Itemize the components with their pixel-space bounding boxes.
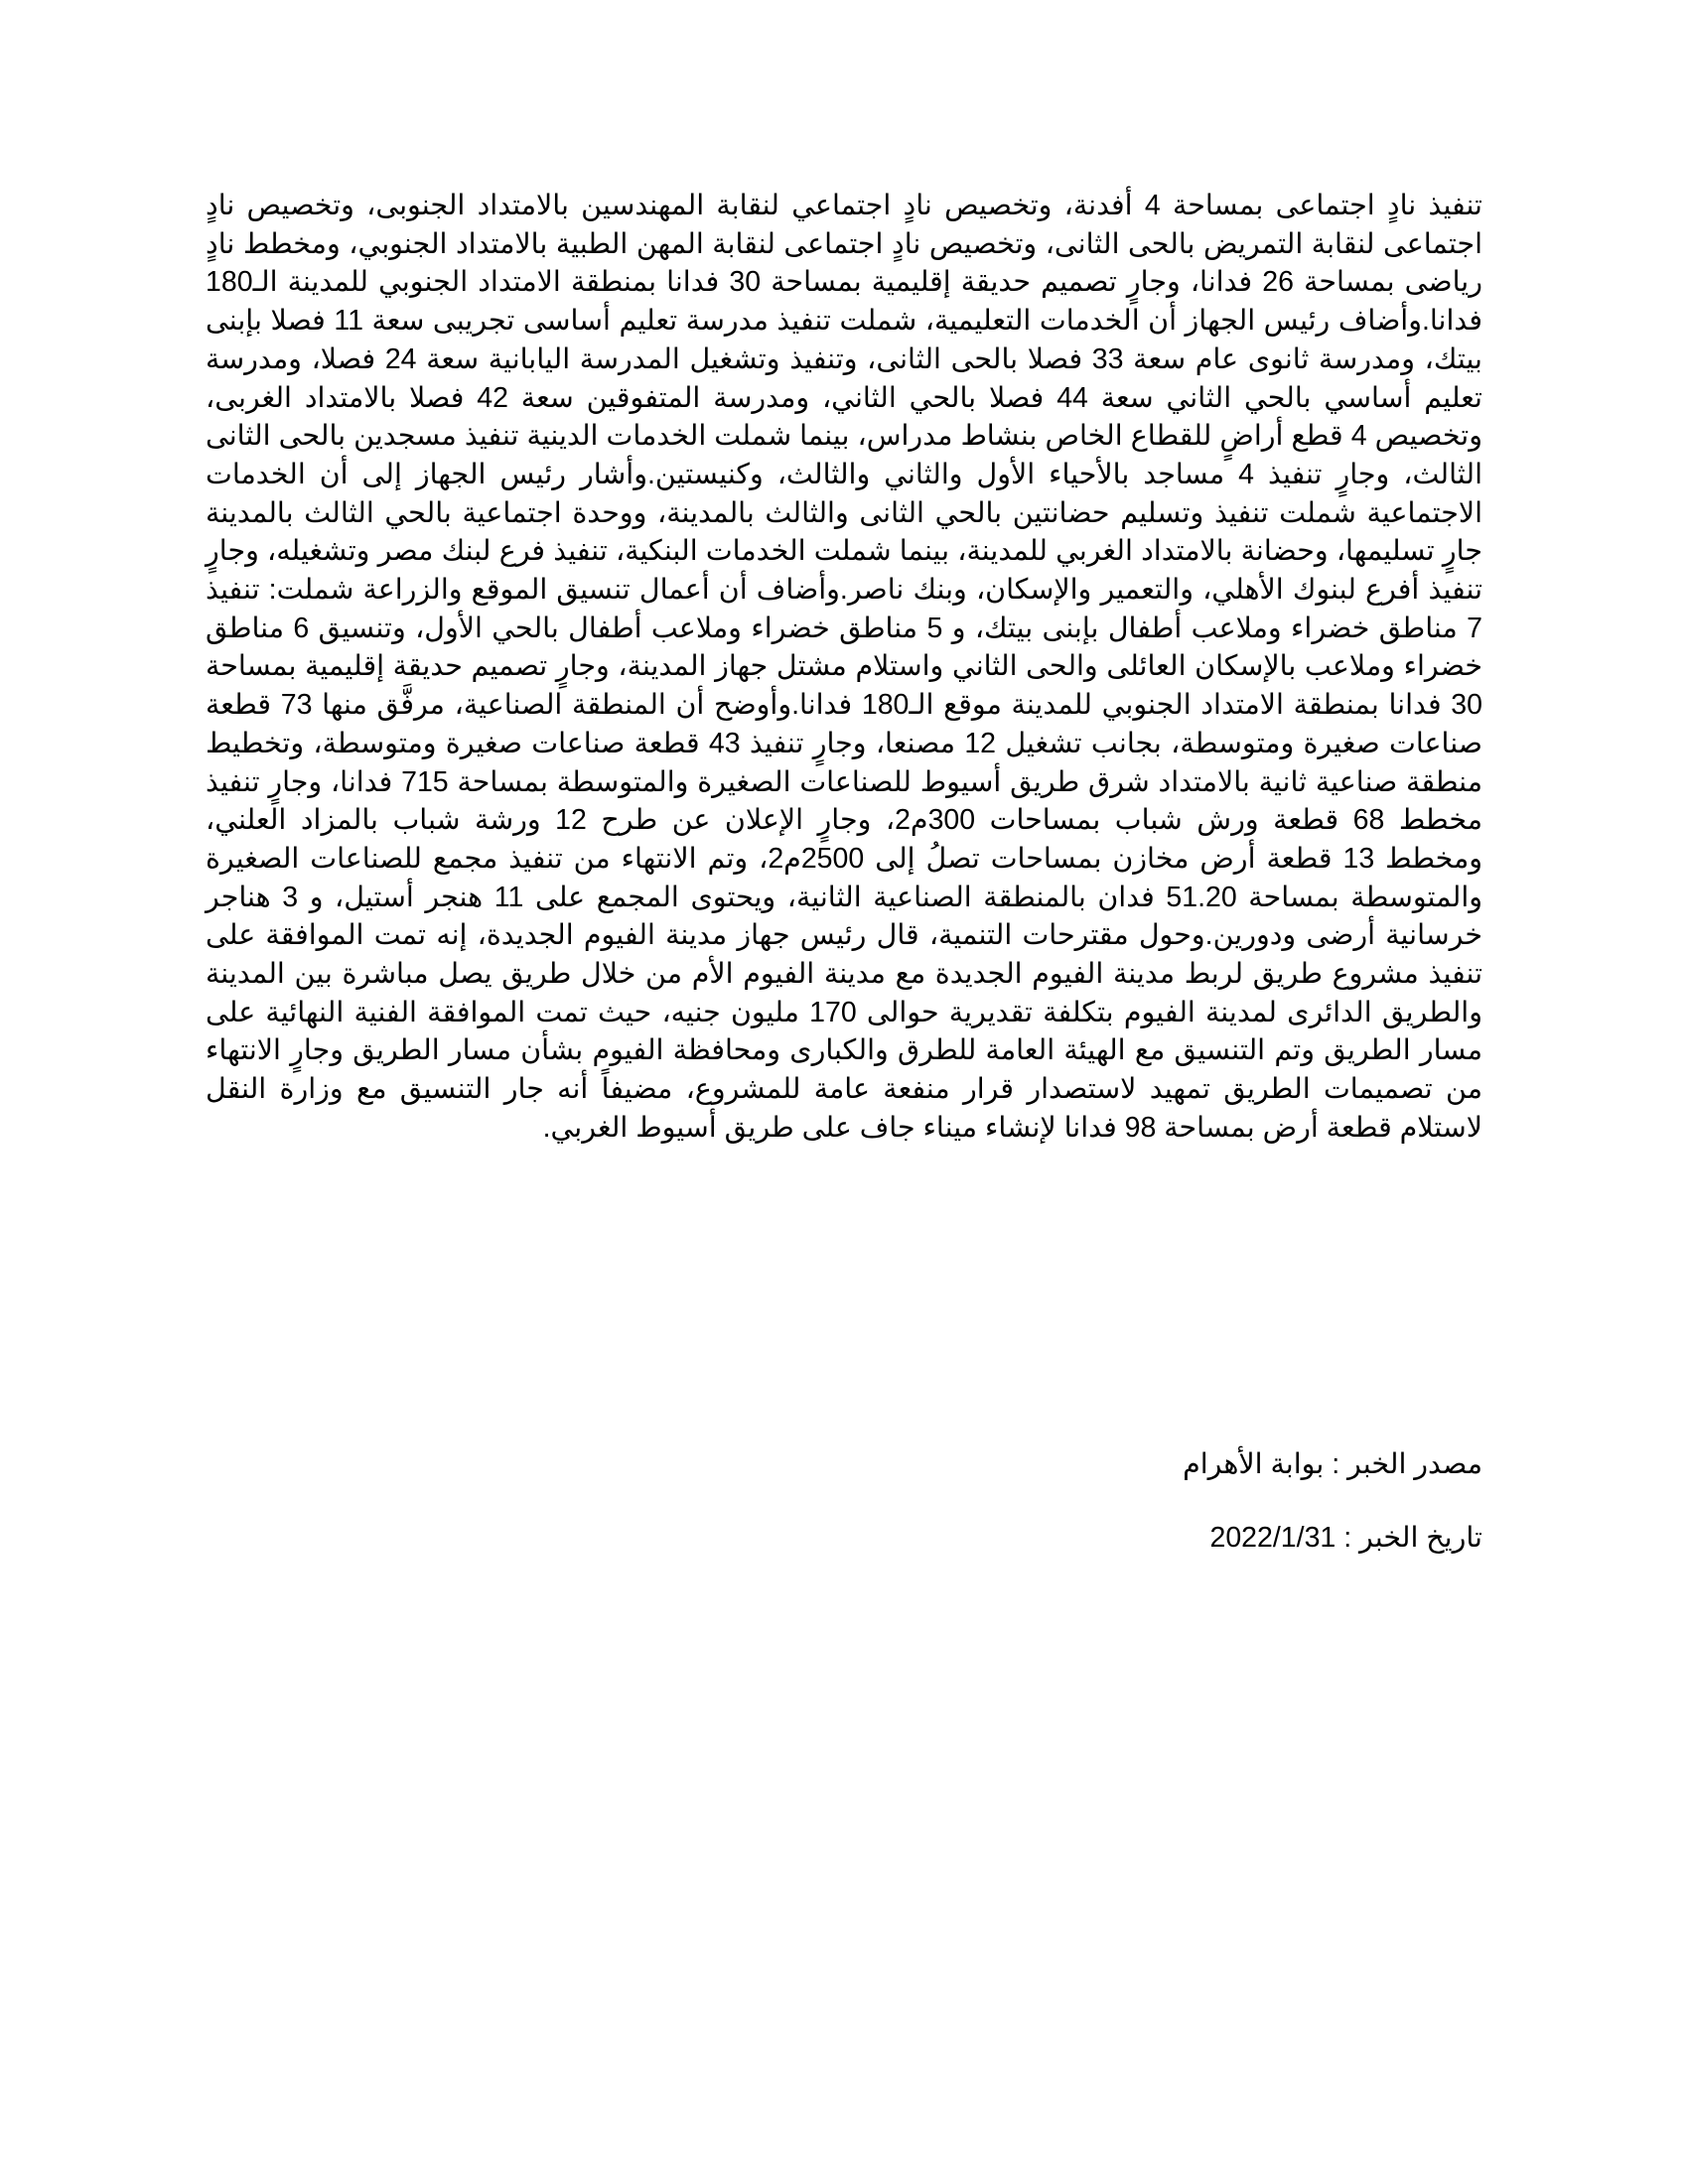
news-date: تاريخ الخبر : 2022/1/31 [1209,1522,1482,1554]
news-source: مصدر الخبر : بوابة الأهرام [1183,1448,1482,1480]
article-body: تنفيذ نادٍ اجتماعى بمساحة 4 أفدنة، وتخصيص نادٍ اجتماعي لنقابة المهندسين بالامتداد الجنوبى، وتخصيص نادٍ اجتماعى لنقابة التمريض بالحى الثانى، وتخصيص نادٍ اجتماعى لنقابة المهن الطبية بالامتداد الجنوبي، ومخطط نادٍ رياضى بمساحة 26 فدانا، وجارٍ تصميم حديقة إقليمية بمساحة 30 فدانا بمنطقة الامتداد الجنوبي للمدينة الـ180 فدانا.وأضاف رئيس الجهاز أن الخدمات التعليمية، شملت تنفيذ مدرسة تعليم أساسى تجريبى سعة 11 فصلا بإبنى بيتك، ومدرسة ثانوى عام سعة 33 فصلا بالحى الثانى، وتنفيذ وتشغيل المدرسة اليابانية سعة 24 فصلا، ومدرسة تعليم أساسي بالحي الثاني سعة 44 فصلا بالحي الثاني، ومدرسة المتفوقين سعة 42 فصلا بالامتداد الغربى، وتخصيص 4 قطع أراضٍ للقطاع الخاص بنشاط مدراس، بينما شملت الخدمات الدينية تنفيذ مسجدين بالحى الثانى الثالث، وجارٍ تنفيذ 4 مساجد بالأحياء الأول والثاني والثالث، وكنيستين.وأشار رئيس الجهاز إلى أن الخدمات الاجتماعية شملت تنفيذ وتسليم حضانتين بالحي الثانى والثالث بالمدينة، ووحدة اجتماعية بالحي الثالث بالمدينة جارٍ تسليمها، وحضانة بالامتداد الغربي للمدينة، بينما شملت الخدمات البنكية، تنفيذ فرع لبنك مصر وتشغيله، وجارٍ تنفيذ أفرع لبنوك الأهلي، والتعمير والإسكان، وبنك ناصر.وأضاف أن أعمال تنسيق الموقع والزراعة شملت: تنفيذ 7 مناطق خضراء وملاعب أطفال بإبنى بيتك، و 5 مناطق خضراء وملاعب أطفال بالحي الأول، وتنسيق 6 مناطق خضراء وملاعب بالإسكان العائلى والحى الثاني واستلام مشتل جهاز المدينة، وجارٍ تصميم حديقة إقليمية بمساحة 30 فدانا بمنطقة الامتداد الجنوبي للمدينة موقع الـ180 فدانا.وأوضح أن المنطقة الصناعية، مرفَّق منها 73 قطعة صناعات صغيرة ومتوسطة، بجانب تشغيل 12 مصنعا، وجارٍ تنفيذ 43 قطعة صناعات صغيرة ومتوسطة، وتخطيط منطقة صناعية ثانية بالامتداد شرق طريق أسيوط للصناعات الصغيرة والمتوسطة بمساحة 715 فدانا، وجارٍ تنفيذ مخطط 68 قطعة ورش شباب بمساحات 300م2، وجارٍ الإعلان عن طرح 12 ورشة شباب بالمزاد العلني، ومخطط 13 قطعة أرض مخازن بمساحات تصلُ إلى 2500م2، وتم الانتهاء من تنفيذ مجمع للصناعات الصغيرة والمتوسطة بمساحة 51.20 فدان بالمنطقة الصناعية الثانية، ويحتوى المجمع على 11 هنجر أستيل، و 3 هناجر خرسانية أرضى ودورين.وحول مقترحات التنمية، قال رئيس جهاز مدينة الفيوم الجديدة، إنه تمت الموافقة على تنفيذ مشروع طريق لربط مدينة الفيوم الجديدة مع مدينة الفيوم الأم من خلال طريق يصل مباشرة بين المدينة والطريق الدائرى لمدينة الفيوم بتكلفة تقديرية حوالى 170 مليون جنيه، حيث تمت الموافقة الفنية النهائية على مسار الطريق وتم التنسيق مع الهيئة العامة للطرق والكبارى ومحافظة الفيوم بشأن مسار الطريق وجارٍ الانتهاء من تصميمات الطريق تمهيد لاستصدار قرار منفعة عامة للمشروع، مضيفاً أنه جار التنسيق مع وزارة النقل لاستلام قطعة أرض بمساحة 98 فدانا لإنشاء ميناء جاف على طريق أسيوط الغربي. [206,190,1482,1144]
